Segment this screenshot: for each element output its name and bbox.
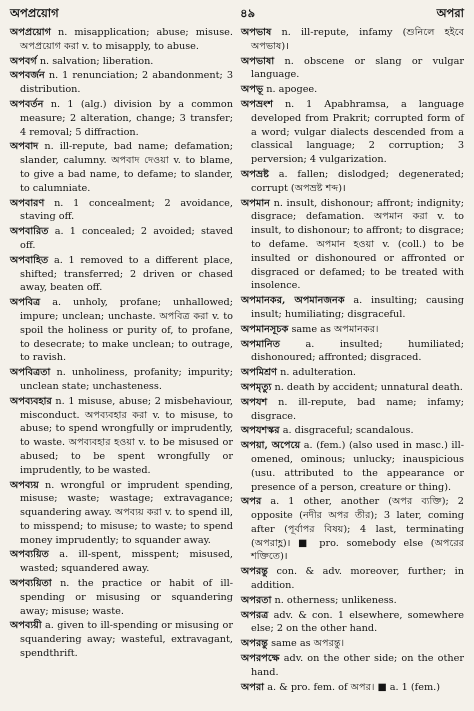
dictionary-entry: [241, 495, 464, 564]
headword: অপবিত্রতা: [10, 367, 51, 379]
dictionary-entry: [241, 565, 464, 593]
headword: অপমানিত: [241, 338, 280, 350]
definition: a. insulting; causing insult; humiliating; disgraceful.: [251, 295, 465, 320]
headword: অপভ্রষ্ট: [241, 168, 269, 180]
headword: অপবারণ: [10, 197, 45, 209]
definition: a. unholy, profane; unhallowed; impure; unclean; unchaste. অপবিত্র করা v. to spoil the holiness or purity of, to profane, to desecrate; to make unclean; to outrage, to ravish.: [20, 297, 233, 364]
headword: অপরপক্ষে: [241, 653, 280, 665]
definition: a. (fem.) (also used in masc.) ill-omened, ominous; unlucky; inauspicious (usu. attributed to the appearance or presence of a person, creature or thing).: [251, 440, 464, 493]
definition: n. otherness; unlikeness.: [274, 594, 397, 606]
headword: অপব্যয়ী: [10, 620, 42, 632]
definition: n. unholiness, profanity; impurity; unclean state; unchasteness.: [20, 367, 233, 392]
dictionary-entry: [10, 69, 233, 97]
headword: অপযশ: [241, 396, 268, 408]
dictionary-entry: [10, 26, 233, 54]
dictionary-entry: [10, 577, 233, 618]
dictionary-entry: [10, 395, 233, 478]
headword: অপরন্তু: [241, 566, 268, 578]
headword: অপমানসূচক: [241, 323, 289, 335]
page-number: ৪৯: [240, 5, 256, 20]
definition: n. insult, dishonour; affront; indignity; disgrace; defamation. অপমান করা v. to insult, to dishonour; to affront; to disgrace; to defame. অপমান হওয়া v. (coll.) to be insulted or dishonoured or affronted or disgraced or defamed; to be treated with insolence.: [251, 197, 464, 292]
columns: [10, 26, 464, 695]
dictionary-entry: [241, 55, 464, 83]
definition: same as অপরন্তু।: [271, 638, 345, 650]
headword: অপরত্র: [241, 609, 269, 621]
page-header: [10, 6, 464, 22]
headword: অপবর্তন: [10, 98, 44, 110]
headword: অপরা: [241, 681, 265, 693]
headword: অপভূ: [241, 84, 264, 96]
headword: অপবর্জন: [10, 70, 45, 82]
headword: অপপ্রয়োগ: [10, 27, 51, 38]
dictionary-entry: [10, 197, 233, 225]
dictionary-entry: [10, 225, 233, 253]
dictionary-entry: [241, 197, 464, 294]
headword: অপবিত্র: [10, 297, 41, 309]
headword: অপব্যয়িতা: [10, 578, 52, 590]
definition: a. insulted; humiliated; dishonoured; affronted; disgraced.: [251, 338, 464, 364]
headword: অপব্যবহার: [10, 395, 52, 407]
definition: n. 1 Apabhramsa, a language developed from Prakrit; corrupted form of a word; vulgar dialects descended from a classical language; 2 corruption; 3 perversion; 4 vulgarization.: [251, 98, 464, 166]
definition: n. 1 concealment; 2 avoidance, staving off.: [20, 197, 233, 223]
headword: অপবর্গ: [10, 55, 37, 67]
headword: অপবাদ: [10, 141, 39, 153]
headword: অপবারিত: [10, 226, 49, 238]
dictionary-entry: [241, 98, 464, 167]
headword: অপভ্রংশ: [241, 98, 273, 110]
dictionary-entry: [241, 168, 464, 196]
definition: adv. on the other side; on the other hand.: [251, 653, 464, 678]
definition: n. death by accident; unnatural death.: [274, 381, 463, 393]
dictionary-entry: [241, 609, 464, 637]
definition: adv. & con. 1 elsewhere, somewhere else; 2 on the other hand.: [251, 609, 464, 635]
headword: অপব্যয়িত: [10, 549, 49, 561]
definition: n. 1 misuse, abuse; 2 misbehaviour, misconduct. অপব্যবহার করা v. to misuse, to abuse; to spend wrongfully or imprudently, to waste. অপব্যবহার হওয়া v. to be misused or abused; to be spent wrongfully or imprudently, to be wasted.: [20, 395, 233, 476]
left-column: [10, 26, 233, 695]
definition: n. ill-repute, bad name; defamation; slander, calumny. অপবাদ দেওয়া v. to blame, to give a bad name, to defame; to slander, to calumniate.: [20, 141, 233, 194]
dictionary-entry: [10, 366, 233, 394]
header-left-word: অপপ্রয়োগ: [10, 5, 59, 20]
dictionary-entry: [10, 479, 233, 548]
definition: a. 1 removed to a different place, shifted; transferred; 2 driven or chased away, beaten off.: [20, 254, 233, 294]
definition: a. 1 concealed; 2 avoided; staved off.: [20, 226, 233, 251]
definition: n. misapplication; abuse; misuse. অপপ্রয়োগ করা v. to misapply, to abuse.: [20, 27, 233, 52]
dictionary-entry: [241, 26, 464, 54]
definition: con. & adv. moreover, further; in addition.: [251, 566, 464, 592]
definition: same as অপমানকর।: [291, 323, 379, 335]
definition: n. 1 (alg.) division by a common measure; 2 alteration, change; 3 transfer; 4 removal; 5 diffraction.: [20, 98, 233, 138]
dictionary-entry: [241, 637, 464, 651]
dictionary-entry: [241, 439, 464, 494]
dictionary-entry: [10, 548, 233, 576]
headword: অপযশস্কর: [241, 425, 280, 437]
dictionary-entry: [10, 55, 233, 69]
dictionary-entry: [241, 338, 464, 366]
headword: অপয়া, অপেয়ে: [241, 440, 301, 452]
definition: n. salvation; liberation.: [39, 55, 154, 67]
definition: a. 1 other, another (অপর ব্যক্তি); 2 opposite (নদীর অপর তীর); 3 later, coming after (পূর্বাপর বিষয়); 4 last, terminating (অপরাহ্ণ)। ■ pro. somebody else (অপরের শক্তিতে)।: [251, 496, 464, 563]
definition: a. ill-spent, misspent; misused, wasted; squandered away.: [20, 549, 233, 575]
headword: অপব্যয়: [10, 479, 39, 491]
definition: n. ill-repute, bad name; infamy; disgrace.: [251, 396, 464, 422]
definition: n. ill-repute, infamy (শুনিলে হইবে অপভাষ)।: [251, 27, 464, 52]
dictionary-entry: [10, 98, 233, 139]
definition: a. disgraceful; scandalous.: [282, 425, 414, 437]
dictionary-entry: [10, 296, 233, 365]
definition: n. 1 renunciation; 2 abandonment; 3 distribution.: [20, 70, 233, 96]
right-column: [241, 26, 464, 695]
dictionary-entry: [241, 424, 464, 438]
dictionary-entry: [10, 140, 233, 195]
dictionary-entry: [241, 681, 464, 695]
headword: অপভাষ: [241, 27, 272, 38]
headword: অপমানকর, অপমানজনক: [241, 295, 345, 307]
dictionary-entry: [241, 381, 464, 395]
definition: n. wrongful or imprudent spending, misuse; waste; wastage; extravagance; squandering away. অপব্যয় করা v. to spend ill, to misspend; to misuse; to waste; to spend money imprudently; to squander away.: [20, 479, 233, 546]
dictionary-entry: [241, 366, 464, 380]
definition: n. obscene or slang or vulgar language.: [251, 55, 464, 81]
definition: a. given to ill-spending or misusing or squandering away; wasteful, extravagant, spendthrift.: [20, 620, 233, 660]
headword: অপমৃত্যু: [241, 381, 272, 393]
header-right-word: অপরা: [436, 5, 464, 20]
dictionary-entry: [10, 619, 233, 660]
dictionary-entry: [241, 396, 464, 424]
definition: a. & pro. fem. of অপর। ■ a. 1 (fem.): [267, 681, 441, 693]
headword: অপভাষা: [241, 55, 275, 67]
definition: n. the practice or habit of ill-spending or misusing or squandering away; misuse; waste.: [20, 578, 233, 617]
definition: n. adulteration.: [280, 367, 357, 379]
dictionary-entry: [241, 594, 464, 608]
definition: n. apogee.: [266, 84, 318, 96]
headword: অপমান: [241, 197, 270, 209]
headword: অপমিশ্রণ: [241, 367, 278, 379]
headword: অপরতা: [241, 594, 272, 606]
headword: অপবাহিত: [10, 254, 49, 266]
headword: অপরন্তু: [241, 638, 268, 650]
dictionary-entry: [241, 323, 464, 337]
dictionary-entry: [241, 652, 464, 680]
dictionary-entry: [241, 83, 464, 97]
dictionary-entry: [241, 294, 464, 322]
dictionary-entry: [10, 254, 233, 295]
headword: অপর: [241, 496, 262, 508]
definition: a. fallen; dislodged; degenerated; corrupt (অপভ্রষ্ট শব্দ)।: [251, 168, 464, 194]
